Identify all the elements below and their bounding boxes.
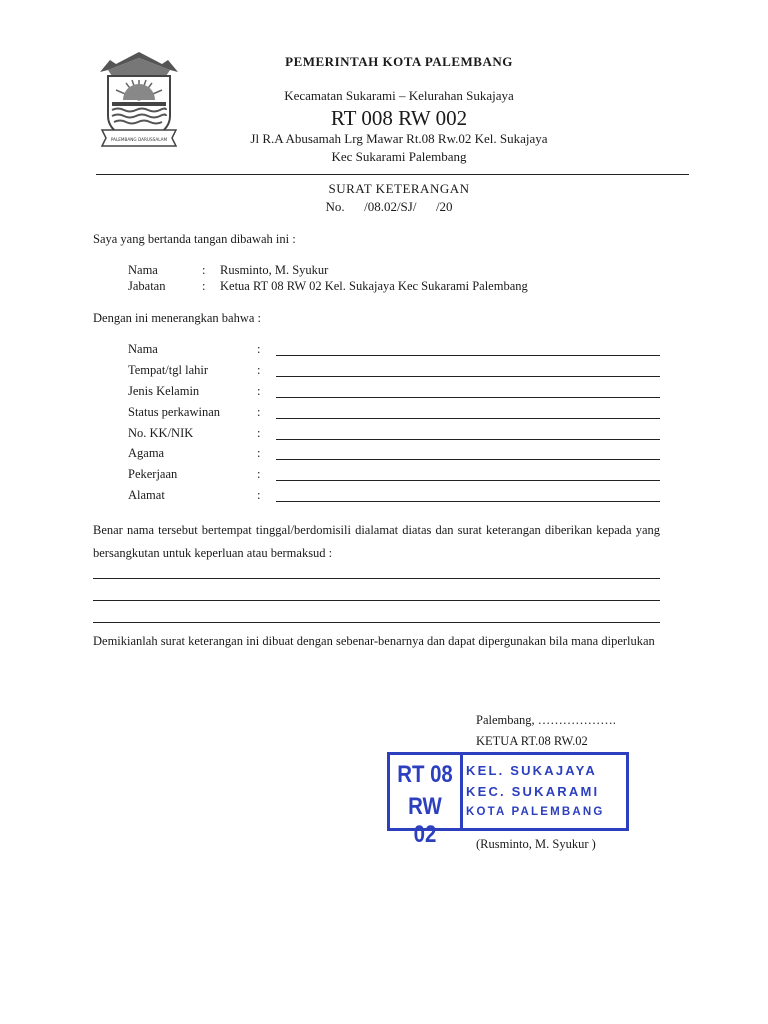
form-field-tempat-tgl-lahir bbox=[128, 363, 660, 381]
field-separator: : bbox=[257, 488, 261, 502]
document-number: No. /08.02/SJ/ /20 bbox=[325, 199, 453, 214]
field-separator: : bbox=[257, 467, 261, 481]
form-field-pekerjaan bbox=[128, 467, 660, 485]
field-label: Pekerjaan bbox=[128, 467, 178, 481]
fill-in-line[interactable] bbox=[276, 418, 660, 419]
stamp-line-3: KOTA PALEMBANG bbox=[466, 806, 605, 818]
intro-text: Saya yang bertanda tangan dibawah ini : bbox=[93, 232, 296, 246]
field-separator: : bbox=[257, 384, 261, 398]
fill-in-line[interactable] bbox=[276, 355, 660, 356]
form-field-no-kk-nik bbox=[128, 426, 660, 444]
place-date: Palembang, ………………. bbox=[476, 713, 616, 727]
field-separator: : bbox=[257, 446, 261, 460]
fill-in-line[interactable] bbox=[276, 376, 660, 377]
field-label: Status perkawinan bbox=[128, 405, 220, 419]
form-field-jenis-kelamin bbox=[128, 384, 660, 402]
form-field-status-perkawinan bbox=[128, 405, 660, 423]
field-label: Jenis Kelamin bbox=[128, 384, 200, 398]
address-line-2: Kec Sukarami Palembang bbox=[331, 149, 467, 164]
purpose-paragraph: Benar nama tersebut bertempat tinggal/berdomisili dialamat diatas dan surat keterangan diberikan kepada yang bersangkutan untuk keperluan atau bermaksud : bbox=[93, 523, 660, 560]
header-divider bbox=[96, 174, 689, 175]
signatory-separator: : bbox=[202, 279, 206, 293]
government-heading: PEMERINTAH KOTA PALEMBANG bbox=[285, 54, 513, 69]
district-line: Kecamatan Sukarami – Kelurahan Sukajaya bbox=[284, 88, 514, 103]
field-separator: : bbox=[257, 405, 261, 419]
unit-heading: RT 008 RW 002 bbox=[330, 106, 468, 130]
form-field-alamat bbox=[128, 488, 660, 506]
stamp-left-panel bbox=[390, 755, 463, 848]
field-label: Nama bbox=[128, 342, 158, 356]
form-field-nama bbox=[128, 342, 660, 360]
purpose-fill-line-3[interactable] bbox=[93, 622, 660, 623]
stamp-line-2: KEC. SUKARAMI bbox=[466, 784, 600, 799]
signatory-position-title: KETUA RT.08 RW.02 bbox=[476, 734, 588, 748]
fill-in-line[interactable] bbox=[276, 480, 660, 481]
signatory-value: Rusminto, M. Syukur bbox=[220, 263, 329, 277]
field-separator: : bbox=[257, 363, 261, 377]
stamp-rw: RW 02 bbox=[408, 793, 442, 848]
stamp-line-1: KEL. SUKAJAYA bbox=[466, 763, 597, 778]
document-title: SURAT KETERANGAN bbox=[328, 181, 470, 196]
signatory-printed-name: (Rusminto, M. Syukur ) bbox=[476, 837, 596, 851]
field-separator: : bbox=[257, 342, 261, 356]
fill-in-line[interactable] bbox=[276, 459, 660, 460]
statement-intro: Dengan ini menerangkan bahwa : bbox=[93, 311, 261, 325]
signatory-label: Jabatan bbox=[128, 279, 166, 293]
address-line-1: Jl R.A Abusamah Lrg Mawar Rt.08 Rw.02 Kel. Sukajaya bbox=[250, 131, 548, 146]
stamp-rt: RT 08 bbox=[397, 761, 453, 788]
closing-paragraph: Demikianlah surat keterangan ini dibuat dengan sebenar-benarnya dan dapat dipergunakan bila mana diperlukan bbox=[93, 634, 655, 648]
fill-in-line[interactable] bbox=[276, 397, 660, 398]
field-separator: : bbox=[257, 426, 261, 440]
field-label: Agama bbox=[128, 446, 165, 460]
purpose-fill-line-1[interactable] bbox=[93, 578, 660, 579]
signatory-label: Nama bbox=[128, 263, 158, 277]
purpose-fill-line-2[interactable] bbox=[93, 600, 660, 601]
fill-in-line[interactable] bbox=[276, 439, 660, 440]
field-label: Tempat/tgl lahir bbox=[128, 363, 209, 377]
fill-in-line[interactable] bbox=[276, 501, 660, 502]
field-label: No. KK/NIK bbox=[128, 426, 194, 440]
logo-banner-text: PALEMBANG DARUSSALAM bbox=[110, 137, 168, 142]
signatory-value: Ketua RT 08 RW 02 Kel. Sukajaya Kec Sukarami Palembang bbox=[220, 279, 528, 293]
field-label: Alamat bbox=[128, 488, 165, 502]
signatory-separator: : bbox=[202, 263, 206, 277]
form-field-agama bbox=[128, 446, 660, 464]
